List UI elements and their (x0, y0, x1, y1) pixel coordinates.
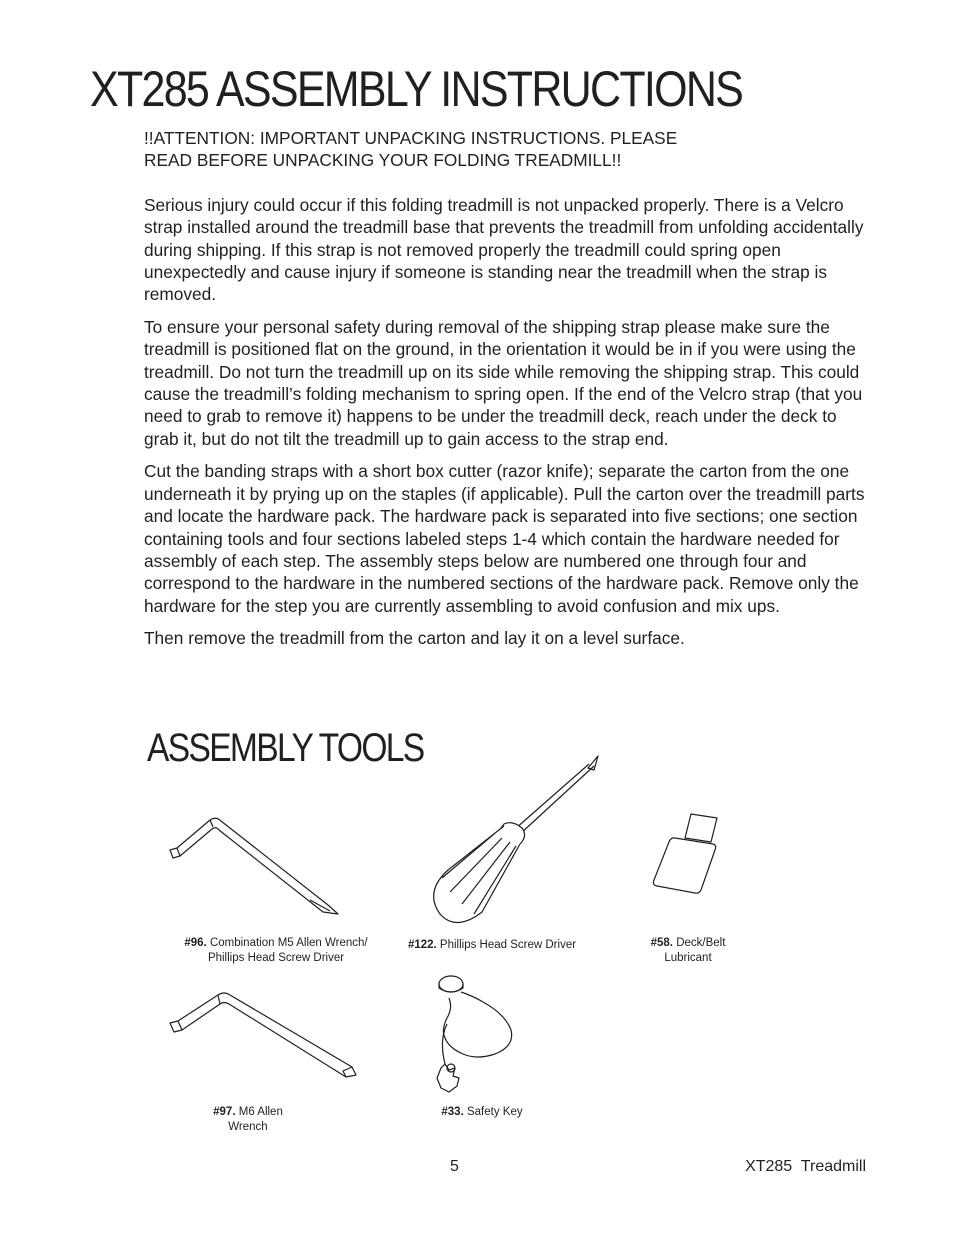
allen-wrench-icon (160, 985, 370, 1085)
unpacking-instructions (144, 127, 874, 660)
page-title: XT285 ASSEMBLY INSTRUCTIONS (90, 61, 743, 117)
paragraph-personal-safety: To ensure your personal safety during removal of the shipping strap please make sure the treadmill is positioned flat on the ground, in the orientation it would be in if you were using the treadmill. Do not turn the treadmill up on its side while removing the shipping strap. This could cause the treadmill’s folding mechanism to spring open. If the end of the Velcro strap (that you need to grab to remove it) happens to be under the treadmill deck, reach under the deck to grab it, but do not tilt the treadmill up to gain access to the strap end. (144, 316, 863, 449)
tool-caption-96 (160, 936, 392, 966)
tool-caption-122 (392, 938, 592, 953)
attention-notice (144, 127, 874, 172)
assembly-tools-heading: ASSEMBLY TOOLS (147, 726, 424, 770)
tool-caption-97 (188, 1105, 308, 1135)
attention-line-2: READ BEFORE UNPACKING YOUR FOLDING TREADMILL!! (144, 150, 622, 171)
tool-label: Combination M5 Allen Wrench/ (209, 937, 368, 949)
tool-caption-33 (422, 1105, 542, 1120)
tool-number: #33. (441, 1106, 464, 1118)
tool-label: Deck/Belt (676, 937, 726, 949)
allen-wrench-combo-icon (160, 810, 350, 925)
tool-label: Phillips Head Screw Driver (207, 952, 345, 964)
safety-key-icon (425, 968, 525, 1098)
tool-label: Safety Key (466, 1106, 523, 1118)
tool-label: Phillips Head Screw Driver (439, 939, 577, 951)
tool-number: #97. (213, 1106, 236, 1118)
tool-number: #96. (184, 937, 207, 949)
tool-label: Wrench (228, 1121, 268, 1133)
paragraph-remove-treadmill: Then remove the treadmill from the carton and lay it on a level surface. (144, 628, 685, 649)
screwdriver-icon (420, 752, 610, 932)
tool-label: M6 Allen (238, 1106, 283, 1118)
tool-caption-58 (630, 936, 746, 966)
tool-label: Lubricant (664, 952, 712, 964)
footer-doc-title: XT285 Treadmill (745, 1158, 866, 1175)
attention-line-1: !!ATTENTION: IMPORTANT UNPACKING INSTRUCTIONS. PLEASE (144, 128, 678, 148)
tool-number: #122. (407, 939, 437, 951)
paragraph-unpacking-steps: Cut the banding straps with a short box cutter (razor knife); separate the carton from the one underneath it by prying up on the staples (if applicable). Pull the carton over the treadmill parts and locate the hardware pack. The hardware pack is separated into five sections; one section containing tools and four sections labeled steps 1-4 which contain the hardware needed for assembly of each step. The assembly steps below are numbered one through four and correspond to the hardware in the numbered sections of the hardware pack. Remove only the hardware for the step you are currently assembling to avoid confusion and mix ups. (144, 461, 865, 616)
lubricant-bottle-icon (645, 808, 730, 898)
paragraph-strap-warning: Serious injury could occur if this folding treadmill is not unpacked properly. There is a Velcro strap installed around the treadmill base that prevents the treadmill from unfolding accidentally during shipping. If this strap is not removed properly the treadmill could spring open unexpectedly and cause injury if someone is standing near the treadmill when the strap is removed. (144, 194, 864, 305)
tool-number: #58. (650, 937, 673, 949)
page-number: 5 (450, 1158, 459, 1175)
